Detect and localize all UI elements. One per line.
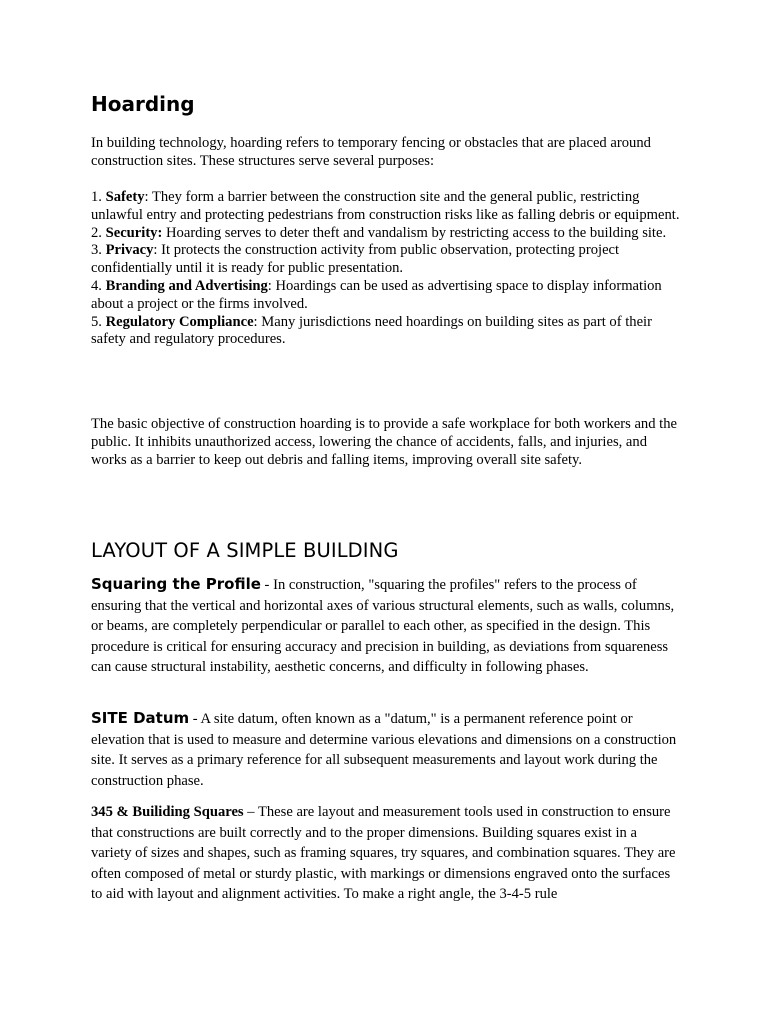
list-item: 5. Regulatory Compliance: Many jurisdictions need hoardings on building sites as part of their safety and regulatory procedures. bbox=[91, 313, 652, 348]
list-item-text: It protects the construction activity from public observation, protecting project confidentially until it is ready for public presentation. bbox=[91, 242, 620, 277]
squaring-paragraph: Squaring the Profile - In construction, "squaring the profiles" refers to the process of ensuring that the vertical and horizontal axes of various structural elements, such as walls, columns, or beams, are completely perpendicular or parallel to each other, as specified in the design. This procedure is critical for ensuring accuracy and precision in building, as deviations from squareness can cause structural instability, aesthetic concerns, and difficulty in following phases. bbox=[91, 575, 675, 676]
list-item: 3. Privacy: It protects the construction activity from public observation, protecting project confidentially until it is ready for public presentation. bbox=[91, 242, 620, 277]
page-title: Hoarding bbox=[91, 92, 195, 116]
squaring-term: Squaring the Profile bbox=[91, 575, 261, 593]
datum-term: SITE Datum bbox=[91, 709, 190, 727]
list-item-text: Many jurisdictions need hoardings on building sites as part of their safety and regulatory procedures. bbox=[91, 313, 652, 348]
squares-text: These are layout and measurement tools used in construction to ensure that constructions are built correctly and to the proper dimensions. Building squares exist in a variety of sizes and shapes, such as framing squares, try squares, and combination squares. They are often composed of metal or sturdy plastic, with markings or dimensions engraved onto the surfaces to aid with layout and alignment activities. To make a right angle, the 3-4-5 rule bbox=[91, 804, 676, 903]
objective-paragraph: The basic objective of construction hoarding is to provide a safe workplace for both workers and the public. It inhibits unauthorized access, lowering the chance of accidents, falls, and injuries, and works as a barrier to keep out debris and falling items, improving overall site safety. bbox=[91, 416, 677, 468]
list-item-term: Privacy bbox=[105, 242, 154, 259]
purposes-list bbox=[91, 189, 681, 349]
list-item-term: Regulatory Compliance bbox=[105, 313, 254, 330]
intro-paragraph: In building technology, hoarding refers to temporary fencing or obstacles that are placed around construction sites. These structures serve several purposes: bbox=[91, 135, 651, 169]
datum-paragraph: SITE Datum - A site datum, often known as a "datum," is a permanent reference point or elevation that is used to measure and determine various elevations and dimensions on a construction site. It serves as a primary reference for all subsequent measurements and layout work during the construction phase. bbox=[91, 709, 677, 789]
list-item: 1. Safety: They form a barrier between the construction site and the general public, restricting unlawful entry and protecting pedestrians from construction risks like as falling debris or equipment. bbox=[91, 189, 680, 223]
list-item-term: Safety bbox=[105, 189, 145, 205]
list-item: 4. Branding and Advertising: Hoardings can be used as advertising space to display information about a project or the firms involved. bbox=[91, 277, 662, 312]
list-item-text: Hoardings can be used as advertising space to display information about a project or the firms involved. bbox=[91, 277, 662, 312]
list-item: 2. Security: Hoarding serves to deter theft and vandalism by restricting access to the building site. bbox=[91, 224, 667, 241]
list-item-text: They form a barrier between the construction site and the general public, restricting unlawful entry and protecting pedestrians from construction risks like as falling debris or equipment. bbox=[91, 189, 680, 223]
list-item-term: Security: bbox=[105, 224, 163, 241]
squaring-text: In construction, "squaring the profiles" refers to the process of ensuring that the vertical and horizontal axes of various structural elements, such as walls, columns, or beams, are completely perpendicular or parallel to each other, as specified in the design. This procedure is critical for ensuring accuracy and precision in building, as deviations from squareness can cause structural instability, aesthetic concerns, and difficulty in following phases. bbox=[91, 577, 675, 676]
squares-term: 345 & Builiding Squares bbox=[91, 804, 244, 820]
list-item-term: Branding and Advertising bbox=[105, 277, 268, 294]
datum-text: A site datum, often known as a "datum," is a permanent reference point or elevation that is used to measure and determine various elevations and dimensions on a construction site. It serves as a primary reference for all subsequent measurements and layout work during the construction phase. bbox=[91, 711, 677, 789]
section-heading: LAYOUT OF A SIMPLE BUILDING bbox=[91, 539, 399, 562]
list-item-text: Hoarding serves to deter theft and vandalism by restricting access to the building site. bbox=[166, 224, 667, 241]
squares-paragraph: 345 & Builiding Squares – These are layout and measurement tools used in construction to ensure that constructions are built correctly and to the proper dimensions. Building squares exist in a variety of sizes and shapes, such as framing squares, try squares, and combination squares. They are often composed of metal or sturdy plastic, with markings or dimensions engraved onto the surfaces to aid with layout and alignment activities. To make a right angle, the 3-4-5 rule bbox=[91, 804, 676, 903]
